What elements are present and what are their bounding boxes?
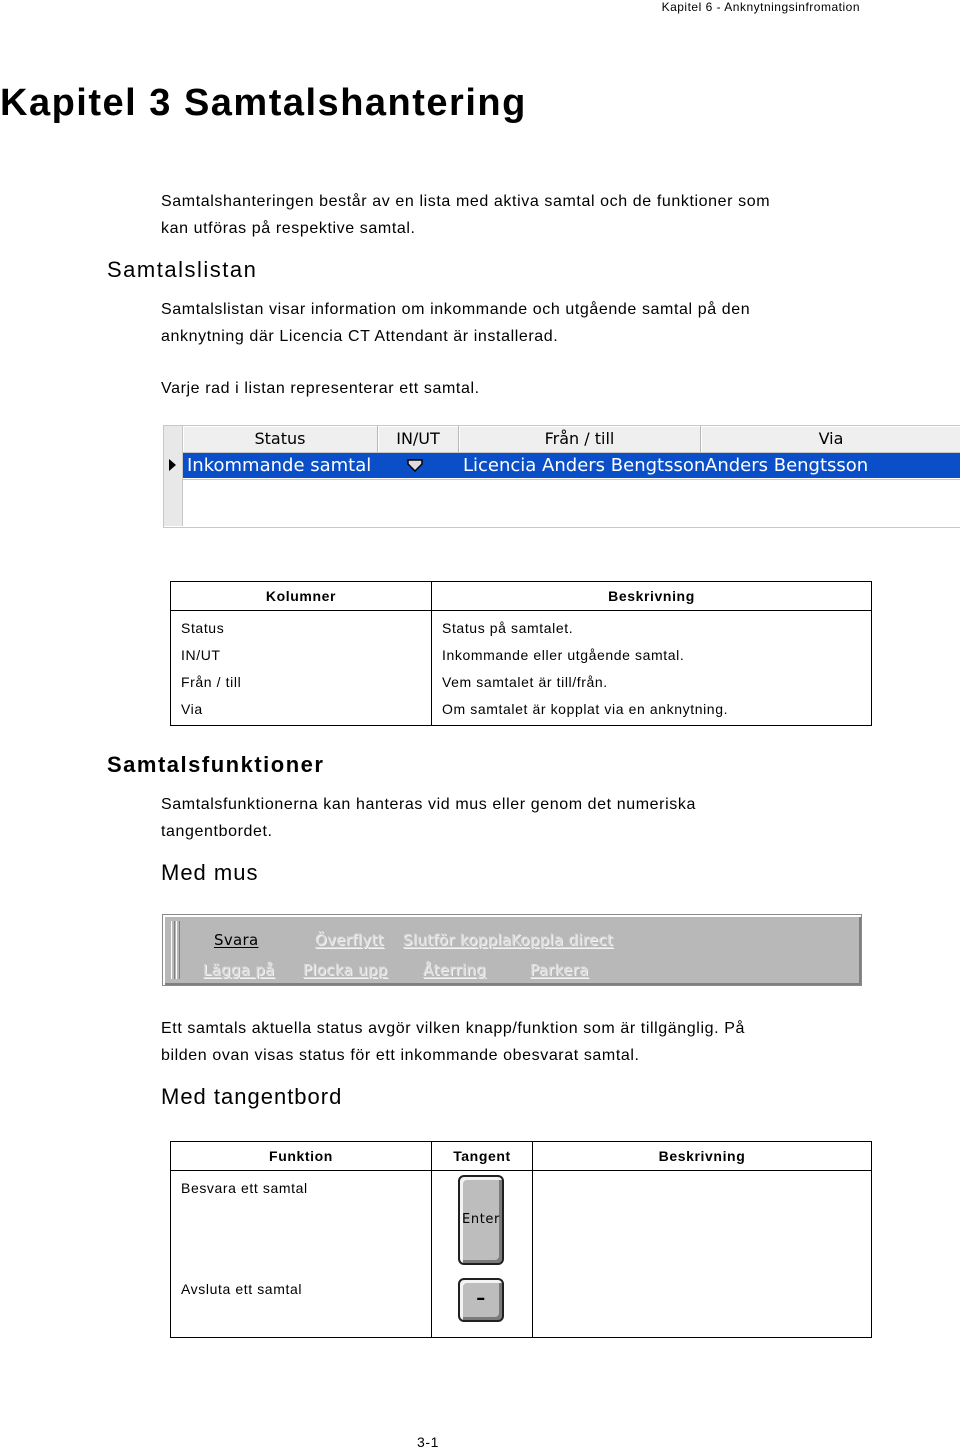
row-divider (183, 479, 960, 480)
key-cell (432, 1171, 533, 1338)
running-header: Kapitel 6 - Anknytningsinfromation (661, 0, 860, 14)
calllist-paragraph-2: Varje rad i listan representerar ett samtal. (161, 380, 480, 397)
calllist-paragraph (161, 296, 861, 350)
section-heading-samtalsfunktioner: Samtalsfunktioner (107, 752, 325, 777)
column-description: Inkommande eller utgående samtal. (442, 647, 685, 663)
enter-key-label: Enter (462, 1212, 500, 1227)
table-header-beskrivning: Beskrivning (533, 1142, 872, 1171)
subheading-med-mus: Med mus (161, 860, 259, 885)
functions-paragraph (161, 791, 861, 845)
functions-line-1: Samtalsfunktionerna kan hanteras vid mus eller genom det numeriska (161, 796, 696, 813)
column-description: Om samtalet är kopplat via en anknytning. (442, 701, 729, 717)
minus-key-icon (458, 1278, 504, 1322)
call-fran-till-cell: Licencia Anders Bengtsson (463, 455, 706, 476)
table-header-kolumner: Kolumner (171, 582, 432, 611)
current-row-arrow-icon (169, 459, 176, 471)
call-via-cell: Anders Bengtsson (705, 455, 869, 476)
row-indicator-gutter (164, 426, 183, 526)
minus-key-label: – (476, 1288, 486, 1309)
table-row (171, 611, 872, 726)
column-header-status[interactable]: Status (183, 426, 378, 452)
column-header-fran-till[interactable]: Från / till (459, 426, 701, 452)
column-name: IN/UT (181, 647, 221, 663)
column-name: Från / till (181, 674, 242, 690)
svara-button[interactable]: Svara (214, 931, 259, 949)
column-description: Vem samtalet är till/från. (442, 674, 608, 690)
intro-line-2: kan utföras på respektive samtal. (161, 220, 416, 237)
toolbar-grip (176, 921, 180, 979)
overflytt-button[interactable]: Överflytt (315, 931, 384, 949)
keyboard-table (170, 1141, 872, 1338)
call-row-selected[interactable] (183, 453, 960, 478)
table-header-funktion: Funktion (171, 1142, 432, 1171)
columns-table (170, 581, 872, 726)
intro-paragraph (161, 188, 861, 242)
toolbar-note-line-1: Ett samtals aktuella status avgör vilken knapp/funktion som är tillgänglig. På (161, 1020, 745, 1037)
calllist-line-2: anknytning där Licencia CT Attendant är installerad. (161, 328, 559, 345)
table-row (171, 1171, 872, 1338)
incoming-arrow-icon (405, 453, 435, 478)
section-heading-samtalslistan: Samtalslistan (107, 257, 258, 282)
parkera-button[interactable]: Parkera (530, 961, 589, 979)
function-name: Avsluta ett samtal (181, 1281, 303, 1297)
calllist-line-1: Samtalslistan visar information om inkommande och utgående samtal på den (161, 301, 751, 318)
column-header-in-ut[interactable]: IN/UT (378, 426, 459, 452)
aterring-button[interactable]: Återring (423, 961, 487, 979)
function-name: Besvara ett samtal (181, 1180, 308, 1196)
table-header-tangent: Tangent (432, 1142, 533, 1171)
column-name: Via (181, 701, 203, 717)
table-header-beskrivning: Beskrivning (432, 582, 872, 611)
lagga-pa-button[interactable]: Lägga på (203, 961, 275, 979)
toolbar-grip (171, 921, 175, 979)
slutfor-koppla-button[interactable]: Slutför koppla (403, 931, 512, 949)
call-function-toolbar (162, 914, 862, 986)
plocka-upp-button[interactable]: Plocka upp (303, 961, 388, 979)
subheading-med-tangentbord: Med tangentbord (161, 1084, 343, 1109)
column-description: Status på samtalet. (442, 620, 574, 636)
enter-key-icon (458, 1175, 504, 1265)
koppla-direct-button[interactable]: Koppla direct (511, 931, 614, 949)
call-list (163, 425, 960, 528)
intro-line-1: Samtalshanteringen består av en lista med aktiva samtal och de funktioner som (161, 193, 771, 210)
chapter-title: Kapitel 3 Samtalshantering (0, 82, 527, 124)
toolbar-note-line-2: bilden ovan visas status för ett inkommande obesvarat samtal. (161, 1047, 640, 1064)
page-number: 3-1 (417, 1434, 440, 1450)
call-list-header (183, 426, 960, 453)
toolbar-note-paragraph (161, 1015, 861, 1069)
column-name: Status (181, 620, 225, 636)
call-status-cell: Inkommande samtal (187, 455, 372, 476)
key-description (533, 1171, 872, 1338)
column-header-via[interactable]: Via (701, 426, 960, 452)
functions-line-2: tangentbordet. (161, 823, 273, 840)
